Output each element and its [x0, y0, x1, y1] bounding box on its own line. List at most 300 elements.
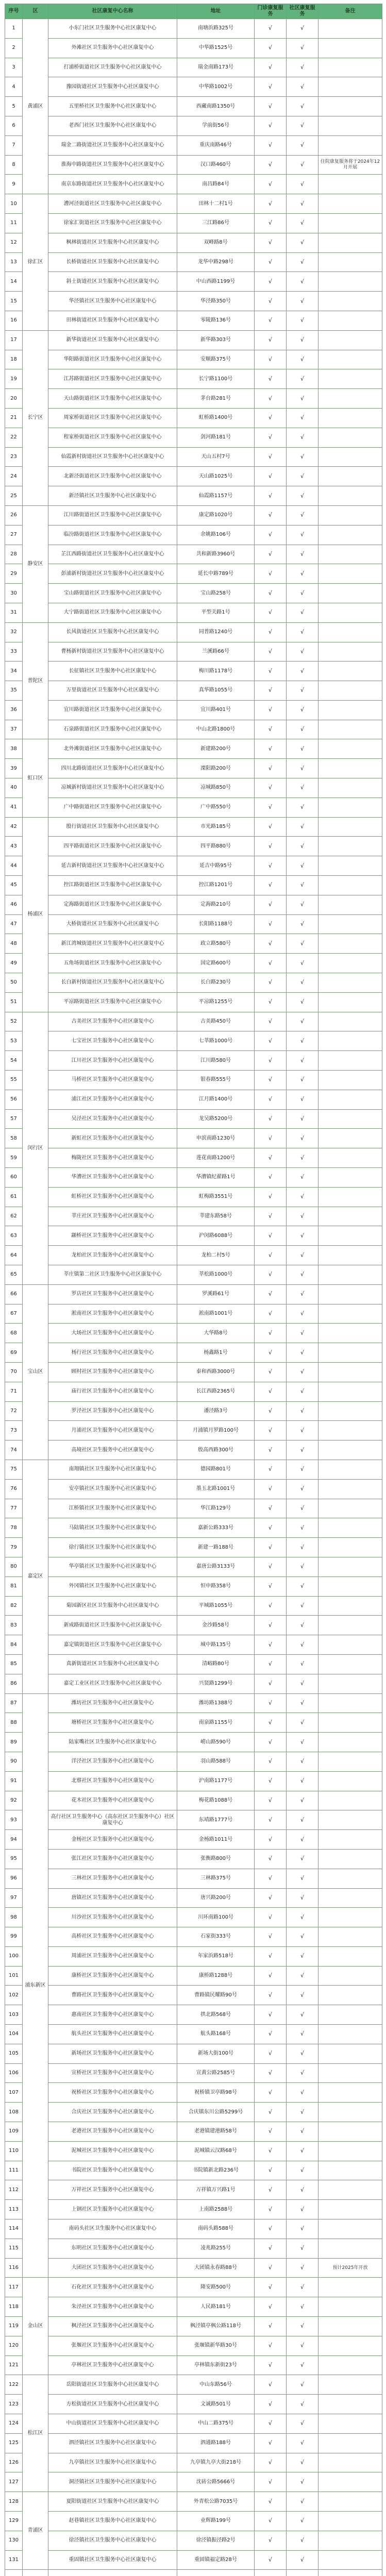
home-check: √ — [287, 97, 318, 116]
outpatient-check: √ — [255, 1713, 287, 1733]
center-name: 华漕社区卫生服务中心社区康复中心 — [48, 1168, 177, 1188]
table-row — [5, 662, 382, 681]
row-number: 41 — [5, 798, 23, 817]
outpatient-check: √ — [255, 97, 287, 116]
center-name: 豫园街道社区卫生服务中心社区康复中心 — [48, 77, 177, 97]
center-address: 莘建东路58号 — [177, 1207, 255, 1226]
outpatient-check: √ — [255, 739, 287, 759]
home-check: √ — [287, 19, 318, 39]
center-name: 杨行社区卫生服务中心社区康复中心 — [48, 1343, 177, 1363]
home-check: √ — [287, 934, 318, 954]
table-row — [5, 1460, 382, 1479]
center-name: 延吉新村街道社区卫生服务中心社区康复中心 — [48, 856, 177, 876]
center-address: 长白路230号 — [177, 973, 255, 993]
center-name: 高桥社区卫生服务中心社区康复中心 — [48, 1927, 177, 1947]
home-check: √ — [287, 2414, 318, 2434]
row-number: 51 — [5, 992, 23, 1012]
center-address: 沪南路1177号 — [177, 1771, 255, 1791]
center-address: 上南路2588号 — [177, 2200, 255, 2219]
table-row — [5, 311, 382, 330]
outpatient-check: √ — [255, 1791, 287, 1810]
row-number: 68 — [5, 1324, 23, 1343]
remark-cell — [318, 1168, 382, 1188]
remark-cell — [318, 992, 382, 1012]
center-name: 洞泾镇社区卫生服务中心社区康复中心 — [48, 2472, 177, 2492]
outpatient-check: √ — [255, 837, 287, 856]
home-check: √ — [287, 292, 318, 311]
table-row — [5, 895, 382, 914]
row-number: 76 — [5, 1479, 23, 1499]
table-row — [5, 2472, 382, 2492]
row-number: 6 — [5, 116, 23, 135]
center-address: 人民路181号 — [177, 2297, 255, 2317]
table-row — [5, 1946, 382, 1966]
outpatient-check: √ — [255, 1927, 287, 1947]
row-number: 56 — [5, 1090, 23, 1109]
row-number: 72 — [5, 1401, 23, 1421]
district-cell: 青浦区 — [23, 2492, 48, 2570]
outpatient-check: √ — [255, 350, 287, 369]
table-row — [5, 720, 382, 739]
row-number: 111 — [5, 2161, 23, 2180]
home-check: √ — [287, 2278, 318, 2297]
table-row — [5, 1616, 382, 1635]
row-number: 14 — [5, 272, 23, 292]
center-name: 顾村社区卫生服务中心社区康复中心 — [48, 1362, 177, 1382]
center-name: 川沙社区卫生服务中心社区康复中心 — [48, 1908, 177, 1927]
table-row — [5, 2453, 382, 2472]
row-number: 63 — [5, 1226, 23, 1246]
center-address: 德园路801号 — [177, 1460, 255, 1479]
remark-cell — [318, 1031, 382, 1051]
home-check: √ — [287, 1577, 318, 1596]
outpatient-check: √ — [255, 2550, 287, 2570]
center-name: 嘉定工业区社区卫生服务中心社区康复中心 — [48, 1674, 177, 1693]
remark-cell — [318, 759, 382, 778]
center-address: 崂山路590号 — [177, 1733, 255, 1752]
center-address: 虹梅路3551号 — [177, 1187, 255, 1207]
center-address: 古美路450号 — [177, 1012, 255, 1031]
remark-cell — [318, 876, 382, 895]
home-check: √ — [287, 2395, 318, 2414]
remark-cell — [318, 2200, 382, 2219]
table-row — [5, 135, 382, 155]
center-name: 新江湾城街道社区卫生服务中心社区康复中心 — [48, 934, 177, 954]
remark-cell — [318, 973, 382, 993]
remark-cell — [318, 2453, 382, 2472]
center-address: 莲花南路1200号 — [177, 1148, 255, 1168]
center-address: 重固镇福定路28号 — [177, 2550, 255, 2570]
table-row — [5, 856, 382, 876]
center-address: 兴贤路1299号 — [177, 1674, 255, 1693]
table-row — [5, 447, 382, 467]
home-check: √ — [287, 2044, 318, 2063]
table-row — [5, 2180, 382, 2200]
row-number: 89 — [5, 1733, 23, 1752]
home-check: √ — [287, 1090, 318, 1109]
center-address: 零陵路136号 — [177, 311, 255, 330]
remark-cell — [318, 2414, 382, 2434]
home-check: √ — [287, 1538, 318, 1557]
center-address: 杨鑫路1号 — [177, 1343, 255, 1363]
remark-cell — [318, 2044, 382, 2063]
home-check: √ — [287, 1791, 318, 1810]
document-page — [5, 4, 382, 2576]
table-row — [5, 1849, 382, 1869]
home-check: √ — [287, 1616, 318, 1635]
center-address: 月浦镇月罗路100号 — [177, 1421, 255, 1440]
center-address: 合庆镇东川公路5299号 — [177, 2103, 255, 2122]
table-row — [5, 1888, 382, 1908]
outpatient-check: √ — [255, 1849, 287, 1869]
district-cell: 杨浦区 — [23, 817, 48, 1012]
center-name: 虹桥社区卫生服务中心社区康复中心 — [48, 1187, 177, 1207]
home-check: √ — [287, 2122, 318, 2142]
center-address: 拱北路568号 — [177, 2005, 255, 2025]
remark-cell — [318, 2141, 382, 2161]
table-row — [5, 408, 382, 428]
remark-cell — [318, 1362, 382, 1382]
remark-cell — [318, 1557, 382, 1577]
center-name: 华阳路街道社区卫生服务中心社区康复中心 — [48, 350, 177, 369]
row-number: 44 — [5, 856, 23, 876]
outpatient-check: √ — [255, 2433, 287, 2453]
center-name: 外滩社区卫生服务中心社区康复中心 — [48, 38, 177, 58]
outpatient-check: √ — [255, 330, 287, 350]
center-name: 康桥社区卫生服务中心社区康复中心 — [48, 1966, 177, 1986]
center-address: 平城路1055号 — [177, 1596, 255, 1616]
remark-cell — [318, 2512, 382, 2531]
home-check: √ — [287, 252, 318, 272]
outpatient-check: √ — [255, 135, 287, 155]
center-address: 天山路1025号 — [177, 467, 255, 486]
home-check: √ — [287, 77, 318, 97]
center-name: 万里街道社区卫生服务中心社区康复中心 — [48, 681, 177, 701]
center-name: 五里桥社区卫生服务中心社区康复中心 — [48, 97, 177, 116]
outpatient-check: √ — [255, 1031, 287, 1051]
outpatient-check: √ — [255, 311, 287, 330]
center-address: 瑞金南路173号 — [177, 58, 255, 77]
center-name: 江川路街道社区卫生服务中心社区康复中心 — [48, 505, 177, 525]
remark-cell — [318, 1810, 382, 1830]
home-check: √ — [287, 1012, 318, 1031]
row-number: 2 — [5, 38, 23, 58]
center-name: 合庆社区卫生服务中心社区康复中心 — [48, 2103, 177, 2122]
outpatient-check: √ — [255, 700, 287, 720]
center-name: 颛桥社区卫生服务中心社区康复中心 — [48, 1226, 177, 1246]
center-name: 七宝社区卫生服务中心社区康复中心 — [48, 1031, 177, 1051]
table-row — [5, 38, 382, 58]
remark-cell — [318, 1401, 382, 1421]
center-address: 康定路1020号 — [177, 505, 255, 525]
center-address: 九亭镇九亭大街218号 — [177, 2453, 255, 2472]
row-number: 121 — [5, 2355, 23, 2375]
center-address: 银春路555号 — [177, 1071, 255, 1090]
row-number: 52 — [5, 1012, 23, 1031]
remark-cell — [318, 1109, 382, 1129]
home-check: √ — [287, 2219, 318, 2239]
header-name: 社区康复中心名称 — [48, 4, 177, 19]
outpatient-check: √ — [255, 467, 287, 486]
district-cell — [23, 2570, 48, 2576]
home-check: √ — [287, 1499, 318, 1518]
center-name: 广中路街道社区卫生服务中心社区康复中心 — [48, 798, 177, 817]
center-address: 沈砖公路5666号 — [177, 2472, 255, 2492]
center-name: 宣桥社区卫生服务中心社区康复中心 — [48, 2063, 177, 2083]
outpatient-check: √ — [255, 1733, 287, 1752]
row-number: 17 — [5, 330, 23, 350]
table-row — [5, 2103, 382, 2122]
remark-cell — [318, 525, 382, 545]
remark-cell — [318, 720, 382, 739]
center-name: 平凉路街道社区卫生服务中心社区康复中心 — [48, 992, 177, 1012]
outpatient-check: √ — [255, 1246, 287, 1265]
center-name: 陆家嘴社区卫生服务中心社区康复中心 — [48, 1733, 177, 1752]
home-check: √ — [287, 1421, 318, 1440]
table-row — [5, 1596, 382, 1616]
center-address: 华漕镇纪翟路1号 — [177, 1168, 255, 1188]
center-address: 重庆南路46号 — [177, 135, 255, 155]
center-name: 浦江社区卫生服务中心社区康复中心 — [48, 1090, 177, 1109]
center-address: 墨玉北路1001号 — [177, 1479, 255, 1499]
home-check: √ — [287, 1440, 318, 1460]
table-row — [5, 1246, 382, 1265]
table-row — [5, 155, 382, 175]
home-check: √ — [287, 2317, 318, 2336]
remark-cell — [318, 2122, 382, 2142]
center-address: 东靖路1777号 — [177, 1810, 255, 1830]
remark-cell — [318, 505, 382, 525]
home-check: √ — [287, 1869, 318, 1888]
remark-cell — [318, 2531, 382, 2550]
outpatient-check: √ — [255, 1693, 287, 1713]
row-number: 127 — [5, 2472, 23, 2492]
remark-cell — [318, 428, 382, 447]
row-number: 73 — [5, 1421, 23, 1440]
remark-cell — [318, 1577, 382, 1596]
center-address: 南泉路1155号 — [177, 1713, 255, 1733]
center-name: 洋泾社区卫生服务中心社区康复中心 — [48, 1752, 177, 1771]
center-address: 潍坊路1388号 — [177, 1693, 255, 1713]
center-address: 兰溪路66号 — [177, 642, 255, 662]
home-check: √ — [287, 525, 318, 545]
row-number: 67 — [5, 1304, 23, 1324]
center-name: 周浦社区卫生服务中心社区康复中心 — [48, 1946, 177, 1966]
center-address: 西藏南路1350号 — [177, 97, 255, 116]
center-address: 控江路1201号 — [177, 876, 255, 895]
row-number: 106 — [5, 2063, 23, 2083]
home-check: √ — [287, 720, 318, 739]
table-row — [5, 2395, 382, 2414]
remark-cell — [318, 1849, 382, 1869]
row-number: 96 — [5, 1869, 23, 1888]
row-number: 115 — [5, 2239, 23, 2258]
remark-cell — [318, 1654, 382, 1674]
center-name: 张江社区卫生服务中心社区康复中心 — [48, 1849, 177, 1869]
row-number: 85 — [5, 1654, 23, 1674]
remark-cell — [318, 564, 382, 584]
home-check: √ — [287, 642, 318, 662]
outpatient-check: √ — [255, 2083, 287, 2103]
center-address: 泥城镇云汉路68号 — [177, 2141, 255, 2161]
outpatient-check: √ — [255, 1888, 287, 1908]
home-check: √ — [287, 954, 318, 973]
center-name: 赵巷镇社区卫生服务中心社区康复中心 — [48, 2512, 177, 2531]
outpatient-check: √ — [255, 1148, 287, 1168]
table-row — [5, 1304, 382, 1324]
table-row — [5, 1090, 382, 1109]
center-name: 石化社区卫生服务中心社区康复中心 — [48, 2278, 177, 2297]
center-name: 马陆镇社区卫生服务中心社区康复中心 — [48, 1518, 177, 1538]
row-number: 75 — [5, 1460, 23, 1479]
home-check: √ — [287, 992, 318, 1012]
table-row — [5, 1440, 382, 1460]
center-address: 中华路1002号 — [177, 77, 255, 97]
center-address: 溧阳路200号 — [177, 759, 255, 778]
row-number: 71 — [5, 1382, 23, 1401]
home-check: √ — [287, 505, 318, 525]
table-row — [5, 973, 382, 993]
row-number: 97 — [5, 1888, 23, 1908]
row-number: 74 — [5, 1440, 23, 1460]
center-address: 隆安路500号 — [177, 2278, 255, 2297]
center-name: 大场社区卫生服务中心社区康复中心 — [48, 1324, 177, 1343]
remark-cell — [318, 2005, 382, 2025]
row-number: 53 — [5, 1031, 23, 1051]
center-address: 剑河路181号 — [177, 428, 255, 447]
remark-cell — [318, 778, 382, 798]
row-number: 110 — [5, 2141, 23, 2161]
row-number: 33 — [5, 642, 23, 662]
remark-cell — [318, 194, 382, 214]
remark-cell — [318, 1518, 382, 1538]
home-check: √ — [287, 233, 318, 252]
center-address: 田林十二村1号 — [177, 194, 255, 214]
table-row — [5, 369, 382, 389]
remark-cell — [318, 2317, 382, 2336]
remark-cell — [318, 1090, 382, 1109]
outpatient-check: √ — [255, 1830, 287, 1850]
district-cell: 静安区 — [23, 505, 48, 622]
outpatient-check: √ — [255, 1362, 287, 1382]
outpatient-check: √ — [255, 1382, 287, 1401]
center-name: 江桥镇社区卫生服务中心社区康复中心 — [48, 1499, 177, 1518]
row-number: 11 — [5, 213, 23, 233]
remark-cell — [318, 1265, 382, 1285]
center-name: 新成路街道社区卫生服务中心社区康复中心 — [48, 1616, 177, 1635]
outpatient-check: √ — [255, 1752, 287, 1771]
remark-cell — [318, 1207, 382, 1226]
outpatient-check: √ — [255, 2005, 287, 2025]
row-number: 101 — [5, 1966, 23, 1986]
row-number: 37 — [5, 720, 23, 739]
center-name: 北新泾街道社区卫生服务中心社区康复中心 — [48, 467, 177, 486]
center-address: 学前街56号 — [177, 116, 255, 135]
row-number: 15 — [5, 292, 23, 311]
home-check: √ — [287, 1148, 318, 1168]
center-name: 四川北路街道社区卫生服务中心社区康复中心 — [48, 759, 177, 778]
outpatient-check: √ — [255, 2141, 287, 2161]
row-number: 7 — [5, 135, 23, 155]
center-name: 徐家汇街道社区卫生服务中心社区康复中心 — [48, 213, 177, 233]
center-name: 长白新村街道社区卫生服务中心社区康复中心 — [48, 973, 177, 993]
outpatient-check: √ — [255, 1654, 287, 1674]
row-number: 43 — [5, 837, 23, 856]
home-check: √ — [287, 1966, 318, 1986]
outpatient-check: √ — [255, 973, 287, 993]
table-row — [5, 876, 382, 895]
center-address: 金沙路58号 — [177, 1616, 255, 1635]
remark-cell — [318, 1538, 382, 1557]
remark-cell — [318, 467, 382, 486]
center-address: 川环南路100号 — [177, 1908, 255, 1927]
home-check: √ — [287, 311, 318, 330]
home-check: √ — [287, 155, 318, 175]
outpatient-check: √ — [255, 155, 287, 175]
center-name: 北蔡社区卫生服务中心社区康复中心 — [48, 1771, 177, 1791]
outpatient-check: √ — [255, 1129, 287, 1148]
center-address: 嘉唐公路3133号 — [177, 1557, 255, 1577]
center-name: 程家桥街道社区卫生服务中心社区康复中心 — [48, 428, 177, 447]
table-row — [5, 1382, 382, 1401]
outpatient-check: √ — [255, 2336, 287, 2355]
table-row — [5, 233, 382, 252]
home-check: √ — [287, 1674, 318, 1693]
table-row — [5, 622, 382, 642]
row-number: 92 — [5, 1791, 23, 1810]
outpatient-check: √ — [255, 2375, 287, 2395]
center-name: 临汾路街道社区卫生服务中心社区康复中心 — [48, 525, 177, 545]
center-address: 国定路600号 — [177, 954, 255, 973]
center-name: 张堰社区卫生服务中心社区康复中心 — [48, 2336, 177, 2355]
remark-cell — [318, 2355, 382, 2375]
table-row — [5, 934, 382, 954]
home-check: √ — [287, 330, 318, 350]
row-number: 86 — [5, 1674, 23, 1693]
home-check: √ — [287, 2433, 318, 2453]
remark-cell: 住院康复服务将于2024年12月开展 — [318, 155, 382, 175]
row-number: 54 — [5, 1051, 23, 1071]
outpatient-check: √ — [255, 38, 287, 58]
center-name: 石泉路街道社区卫生服务中心社区康复中心 — [48, 720, 177, 739]
table-row — [5, 1479, 382, 1499]
center-address: 宜川路401号 — [177, 700, 255, 720]
remark-cell — [318, 1343, 382, 1363]
table-row — [5, 330, 382, 350]
outpatient-check: √ — [255, 1284, 287, 1304]
home-check: √ — [287, 1343, 318, 1363]
table-row — [5, 1810, 382, 1830]
outpatient-check: √ — [255, 175, 287, 194]
table-row — [5, 1986, 382, 2005]
remark-cell — [318, 1187, 382, 1207]
home-check: √ — [287, 778, 318, 798]
table-row — [5, 2122, 382, 2142]
outpatient-check: √ — [255, 292, 287, 311]
center-name: 嘉定镇街道社区卫生服务中心社区康复中心 — [48, 1635, 177, 1655]
center-address: 中山东路56号 — [177, 2375, 255, 2395]
remark-cell — [318, 1771, 382, 1791]
table-row — [5, 1148, 382, 1168]
table-row — [5, 1499, 382, 1518]
remark-cell — [318, 1713, 382, 1733]
table-row — [5, 2355, 382, 2375]
home-check: √ — [287, 584, 318, 603]
home-check: √ — [287, 1401, 318, 1421]
table-row — [5, 428, 382, 447]
center-name: 瑞金二路街道社区卫生服务中心社区康复中心 — [48, 135, 177, 155]
row-number: 84 — [5, 1635, 23, 1655]
